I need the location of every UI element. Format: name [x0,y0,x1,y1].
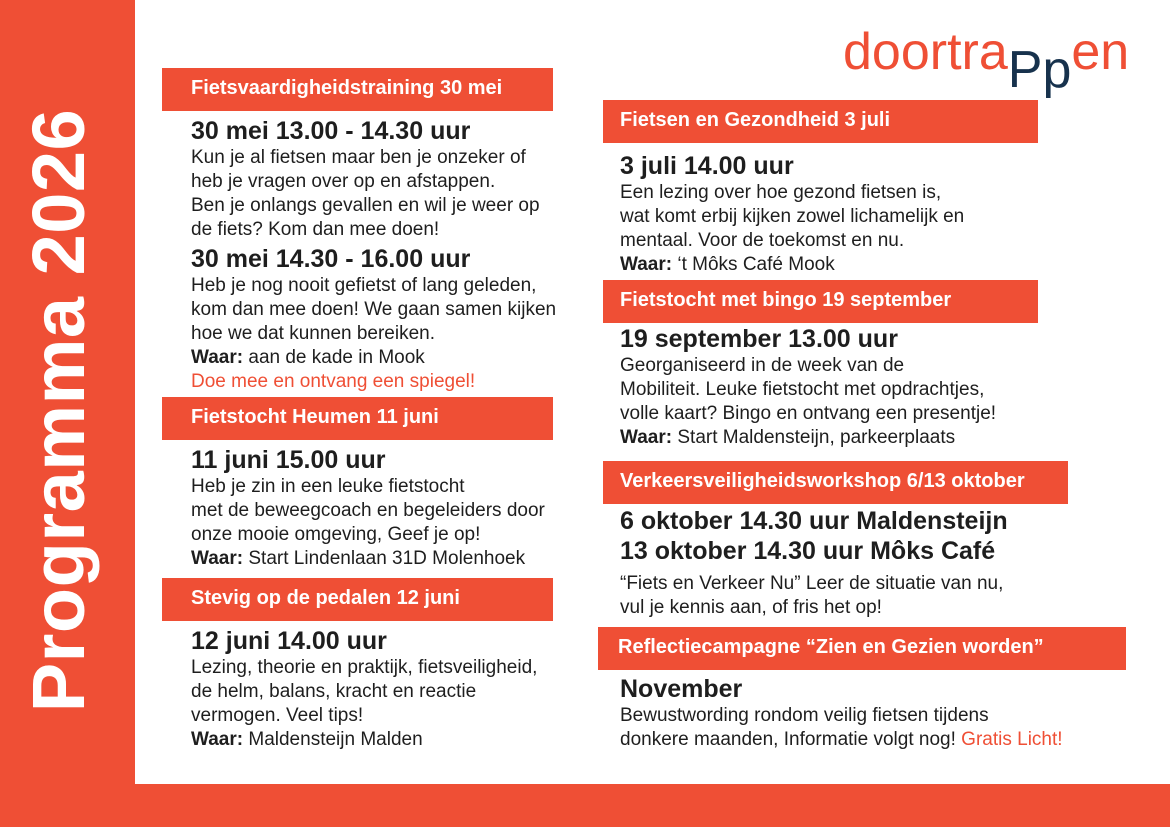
event-location: Waar: Start Maldensteijn, parkeerplaats [620,427,956,448]
event-date: 12 juni 14.00 uur [191,627,387,655]
bottom-band [0,784,1170,827]
event-line: Heb je nog nooit gefietst of lang geleden, [191,275,537,296]
event-line: Lezing, theorie en praktijk, fietsveiligheid, [191,657,538,678]
event-line: Bewustwording rondom veilig fietsen tijdens [620,705,989,726]
event-line: Kun je al fietsen maar ben je onzeker of [191,147,526,168]
event-line: heb je vragen over op en afstappen. [191,171,496,192]
doortrappen-logo: doortraPpen [843,23,1130,99]
event-date: 30 mei 13.00 - 14.30 uur [191,117,471,145]
event-header-fietsvaardigheidstraining: Fietsvaardigheidstraining 30 mei [162,68,553,111]
waar-label: Waar: [191,347,244,368]
event-line: de fiets? Kom dan mee doen! [191,219,440,240]
event-body-fietsvaardigheidstraining [191,116,556,394]
waar-label: Waar: [620,254,673,275]
event-body-reflectiecampagne [620,674,1063,752]
event-line: onze mooie omgeving, Geef je op! [191,524,481,545]
event-date: 11 juni 15.00 uur [191,446,386,474]
event-line: Mobiliteit. Leuke fietstocht met opdrachtjes, [620,379,985,400]
event-line: kom dan mee doen! We gaan samen kijken [191,299,557,320]
event-header-fietsen-en-gezondheid: Fietsen en Gezondheid 3 juli [603,100,1038,143]
event-line: Een lezing over hoe gezond fietsen is, [620,182,942,203]
event-date: 6 oktober 14.30 uur Maldensteijn [620,507,1008,535]
waar-label: Waar: [620,427,673,448]
event-date-2: 13 oktober 14.30 uur Môks Café [620,537,996,565]
event-line: “Fiets en Verkeer Nu” Leer de situatie van nu, [620,573,1004,594]
event-body-fietstocht-met-bingo [620,324,996,450]
event-date: 19 september 13.00 uur [620,325,898,353]
event-header-stevig-op-de-pedalen: Stevig op de pedalen 12 juni [162,578,553,621]
event-line: Heb je zin in een leuke fietstocht [191,476,465,497]
event-highlight: Doe mee en ontvang een spiegel! [191,371,476,392]
waar-label: Waar: [191,548,244,569]
event-line: volle kaart? Bingo en ontvang een presentje! [620,403,997,424]
event-line: vul je kennis aan, of fris het op! [620,597,882,618]
event-date: November [620,675,743,703]
event-date: 30 mei 14.30 - 16.00 uur [191,245,471,273]
event-location: Waar: ‘t Môks Café Mook [620,254,835,275]
event-line: mentaal. Voor de toekomst en nu. [620,230,905,251]
event-line-with-highlight: donkere maanden, Informatie volgt nog! Gratis Licht! [620,729,1063,750]
event-line: met de beweegcoach en begeleiders door [191,500,545,521]
event-line: de helm, balans, kracht en reactie [191,681,477,702]
side-title [10,108,108,713]
event-line: wat komt erbij kijken zowel lichamelijk en [620,206,965,227]
event-header-reflectiecampagne: Reflectiecampagne “Zien en Gezien worden” [598,627,1126,670]
event-body-stevig-op-de-pedalen [191,626,537,752]
event-date: 3 juli 14.00 uur [620,152,794,180]
side-title-text: Programma 2026 [17,108,101,713]
event-highlight: Gratis Licht! [961,729,1063,750]
event-location: Waar: Start Lindenlaan 31D Molenhoek [191,548,526,569]
event-location: Waar: aan de kade in Mook [191,347,425,368]
event-line: hoe we dat kunnen bereiken. [191,323,436,344]
event-header-fietstocht-heumen: Fietstocht Heumen 11 juni [162,397,553,440]
waar-label: Waar: [191,729,244,750]
event-location: Waar: Maldensteijn Malden [191,729,423,750]
event-line: vermogen. Veel tips! [191,705,364,726]
event-body-fietsen-en-gezondheid [620,151,964,277]
event-line: Ben je onlangs gevallen en wil je weer op [191,195,540,216]
event-body-verkeersveiligheidsworkshop [620,506,1008,620]
event-line: Georganiseerd in de week van de [620,355,905,376]
event-body-fietstocht-heumen [191,445,545,571]
event-header-verkeersveiligheidsworkshop: Verkeersveiligheidsworkshop 6/13 oktober [603,461,1068,504]
event-header-fietstocht-met-bingo: Fietstocht met bingo 19 september [603,280,1038,323]
